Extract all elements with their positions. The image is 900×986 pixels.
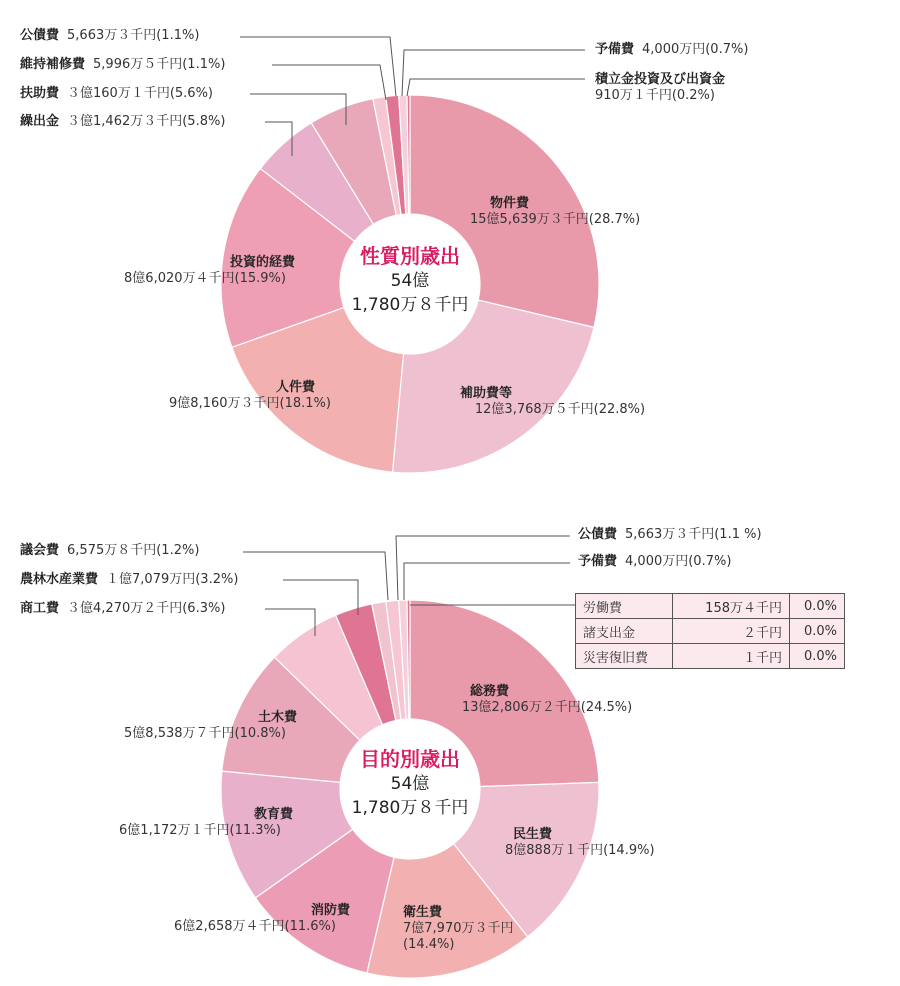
leader-c2-nourin — [283, 580, 358, 615]
center-line1-1: 54億 — [390, 271, 430, 291]
label-c1-iji: 維持補修費 5,996万５千円(1.1%) — [20, 57, 226, 72]
label-c1-tsumitate: 積立金投資及び出資金 910万１千円(0.2%) — [595, 72, 726, 103]
leader-c1-iji — [272, 65, 386, 100]
table-cell: ２千円 — [673, 619, 790, 644]
table-cell: 158万４千円 — [673, 594, 790, 619]
center-label-2 — [330, 746, 490, 820]
label-c1-hojohi: 補助費等 12億3,768万５千円(22.8%) — [460, 386, 646, 417]
center-line2-2: 1,780万８千円 — [351, 798, 469, 818]
label-c2-eisei: 衛生費 7億7,970万３千円 (14.4%) — [403, 905, 514, 952]
table-cell: 労働費 — [576, 594, 673, 619]
label-c2-gikai: 議会費 6,575万８千円(1.2%) — [20, 543, 200, 558]
table-row — [576, 594, 845, 619]
label-c2-yobi: 予備費 4,000万円(0.7%) — [578, 554, 732, 569]
label-c1-bukken: 物件費 15億5,639万３千円(28.7%) — [470, 196, 641, 227]
table-cell: 0.0% — [790, 644, 845, 669]
center-title-1: 性質別歳出 — [360, 244, 460, 268]
label-c1-fujo: 扶助費 ３億160万１千円(5.6%) — [20, 86, 213, 101]
small-items-table — [575, 593, 845, 669]
label-c2-kyouiku: 教育費 6億1,172万１千円(11.3%) — [119, 807, 293, 838]
label-c1-jinken: 人件費 9億8,160万３千円(18.1%) — [169, 380, 331, 411]
center-line1-2: 54億 — [390, 774, 430, 794]
label-c2-shoubou: 消防費 6億2,658万４千円(11.6%) — [174, 903, 350, 934]
table-row — [576, 644, 845, 669]
label-c2-shoukou: 商工費 ３億4,270万２千円(6.3%) — [20, 601, 226, 616]
center-title-2: 目的別歳出 — [360, 747, 460, 771]
table-cell: 0.0% — [790, 594, 845, 619]
table-cell: 諸支出金 — [576, 619, 673, 644]
leader-c1-koushaihi — [240, 37, 396, 96]
center-label-1 — [330, 243, 490, 317]
leader-c1-yobi — [402, 50, 585, 96]
leader-c2-gikai — [243, 552, 388, 600]
label-c1-toushi: 投資的経費 8億6,020万４千円(15.9%) — [124, 255, 295, 286]
center-line2-1: 1,780万８千円 — [351, 295, 469, 315]
leader-c1-tsumitate — [407, 79, 585, 96]
table-row — [576, 619, 845, 644]
label-c1-yobi: 予備費 4,000万円(0.7%) — [595, 42, 749, 57]
label-c2-koushai: 公債費 5,663万３千円(1.1 %) — [578, 527, 762, 542]
label-c1-kuridashi: 繰出金 ３億1,462万３千円(5.8%) — [20, 114, 226, 129]
label-c2-soumu: 総務費 13億2,806万２千円(24.5%) — [462, 684, 633, 715]
table-cell: 0.0% — [790, 619, 845, 644]
leader-c2-koushai — [396, 536, 570, 600]
label-c2-nourin: 農林水産業費 １億7,079万円(3.2%) — [20, 572, 239, 587]
leader-c2-yobi — [404, 563, 570, 600]
table-cell: １千円 — [673, 644, 790, 669]
table-cell: 災害復旧費 — [576, 644, 673, 669]
label-c2-doboku: 土木費 5億8,538万７千円(10.8%) — [124, 710, 297, 741]
label-c2-minsei: 民生費 8億888万１千円(14.9%) — [505, 827, 655, 858]
label-c1-koushaihi: 公債費 5,663万３千円(1.1%) — [20, 28, 200, 43]
